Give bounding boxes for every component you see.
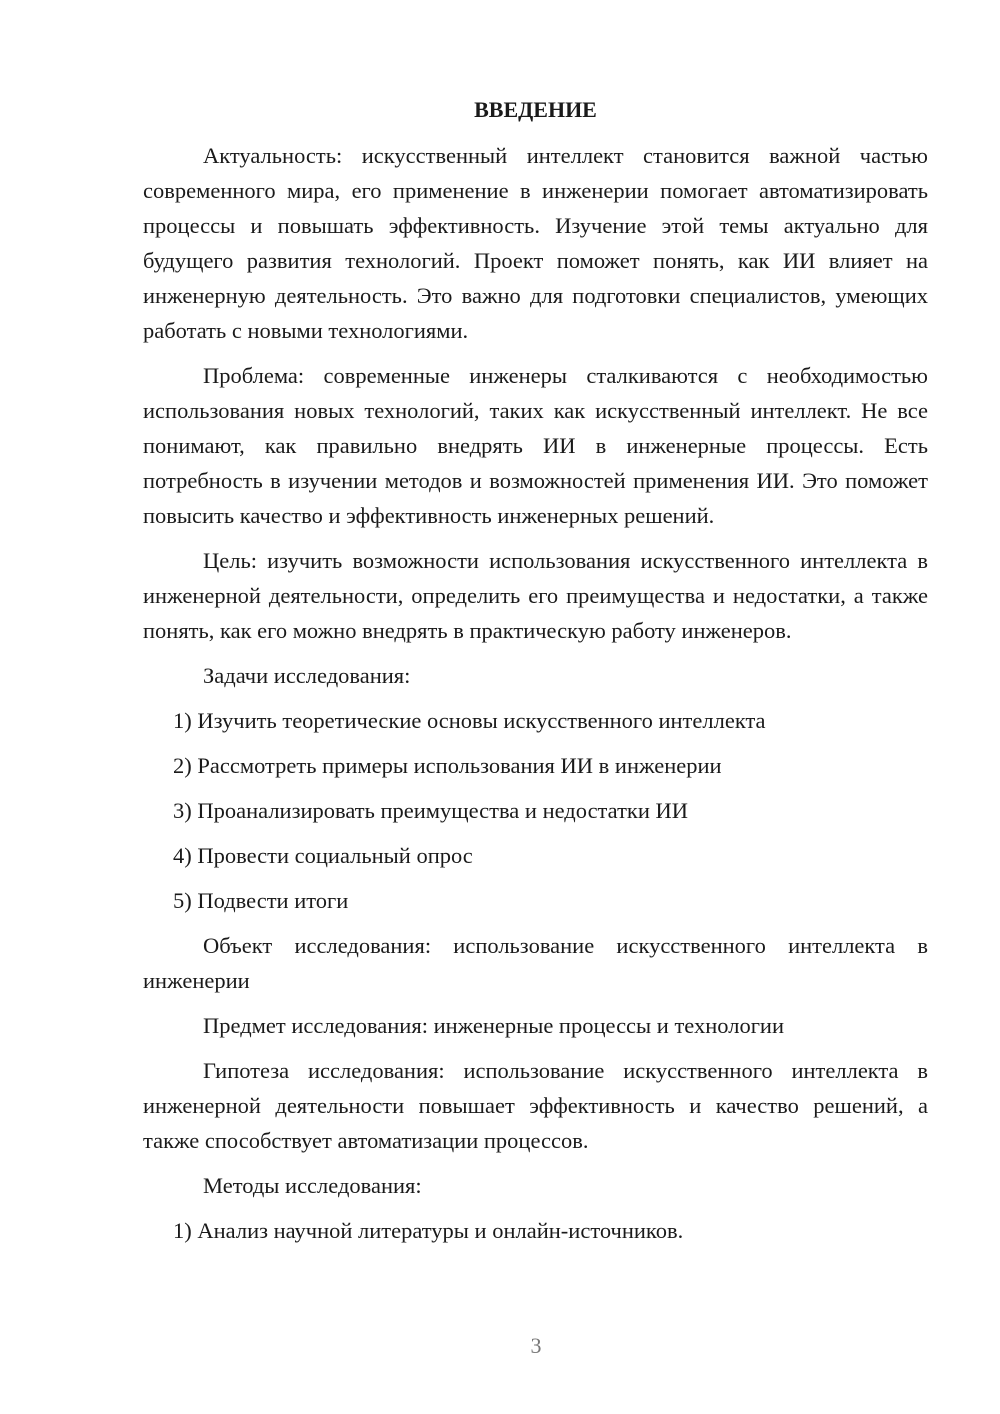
goal-paragraph: Цель: изучить возможности использования искусственного интеллекта в инженерной деятельности, определить его преимущества и недостатки, а также понять, как его можно внедрять в практическую работу инженеров. (143, 548, 928, 643)
methods-list (143, 1213, 928, 1248)
document-page (143, 92, 928, 1258)
problem-paragraph: Проблема: современные инженеры сталкиваются с необходимостью использования новых технологий, таких как искусственный интеллект. Не все понимают, как правильно внедрять ИИ в инженерные процессы. Есть потребность в изучении методов и возможностей применения ИИ. Это поможет повысить качество и эффективность инженерных решений. (143, 363, 928, 528)
relevance-paragraph: Актуальность: искусственный интеллект становится важной частью современного мира, его применение в инженерии помогает автоматизировать процессы и повышать эффективность. Изучение этой темы актуально для будущего развития технологий. Проект поможет понять, как ИИ влияет на инженерную деятельность. Это важно для подготовки специалистов, умеющих работать с новыми технологиями. (143, 143, 928, 343)
object-paragraph: Объект исследования: использование искусственного интеллекта в инженерии (143, 933, 928, 993)
list-item: 1) Изучить теоретические основы искусственного интеллекта (173, 708, 766, 733)
page-number: 3 (530, 1333, 542, 1358)
tasks-list (143, 703, 928, 918)
tasks-heading: Задачи исследования: (203, 663, 411, 688)
subject-paragraph: Предмет исследования: инженерные процессы и технологии (203, 1013, 785, 1038)
list-item: 5) Подвести итоги (173, 888, 349, 913)
list-item: 3) Проанализировать преимущества и недостатки ИИ (173, 798, 688, 823)
methods-heading: Методы исследования: (203, 1173, 422, 1198)
page-title: ВВЕДЕНИЕ (474, 97, 597, 122)
hypothesis-paragraph: Гипотеза исследования: использование искусственного интеллекта в инженерной деятельности повышает эффективность и качество решений, а также способствует автоматизации процессов. (143, 1058, 928, 1153)
list-item: 2) Рассмотреть примеры использования ИИ в инженерии (173, 753, 722, 778)
list-item: 4) Провести социальный опрос (173, 843, 473, 868)
list-item: 1) Анализ научной литературы и онлайн-источников. (173, 1218, 684, 1243)
